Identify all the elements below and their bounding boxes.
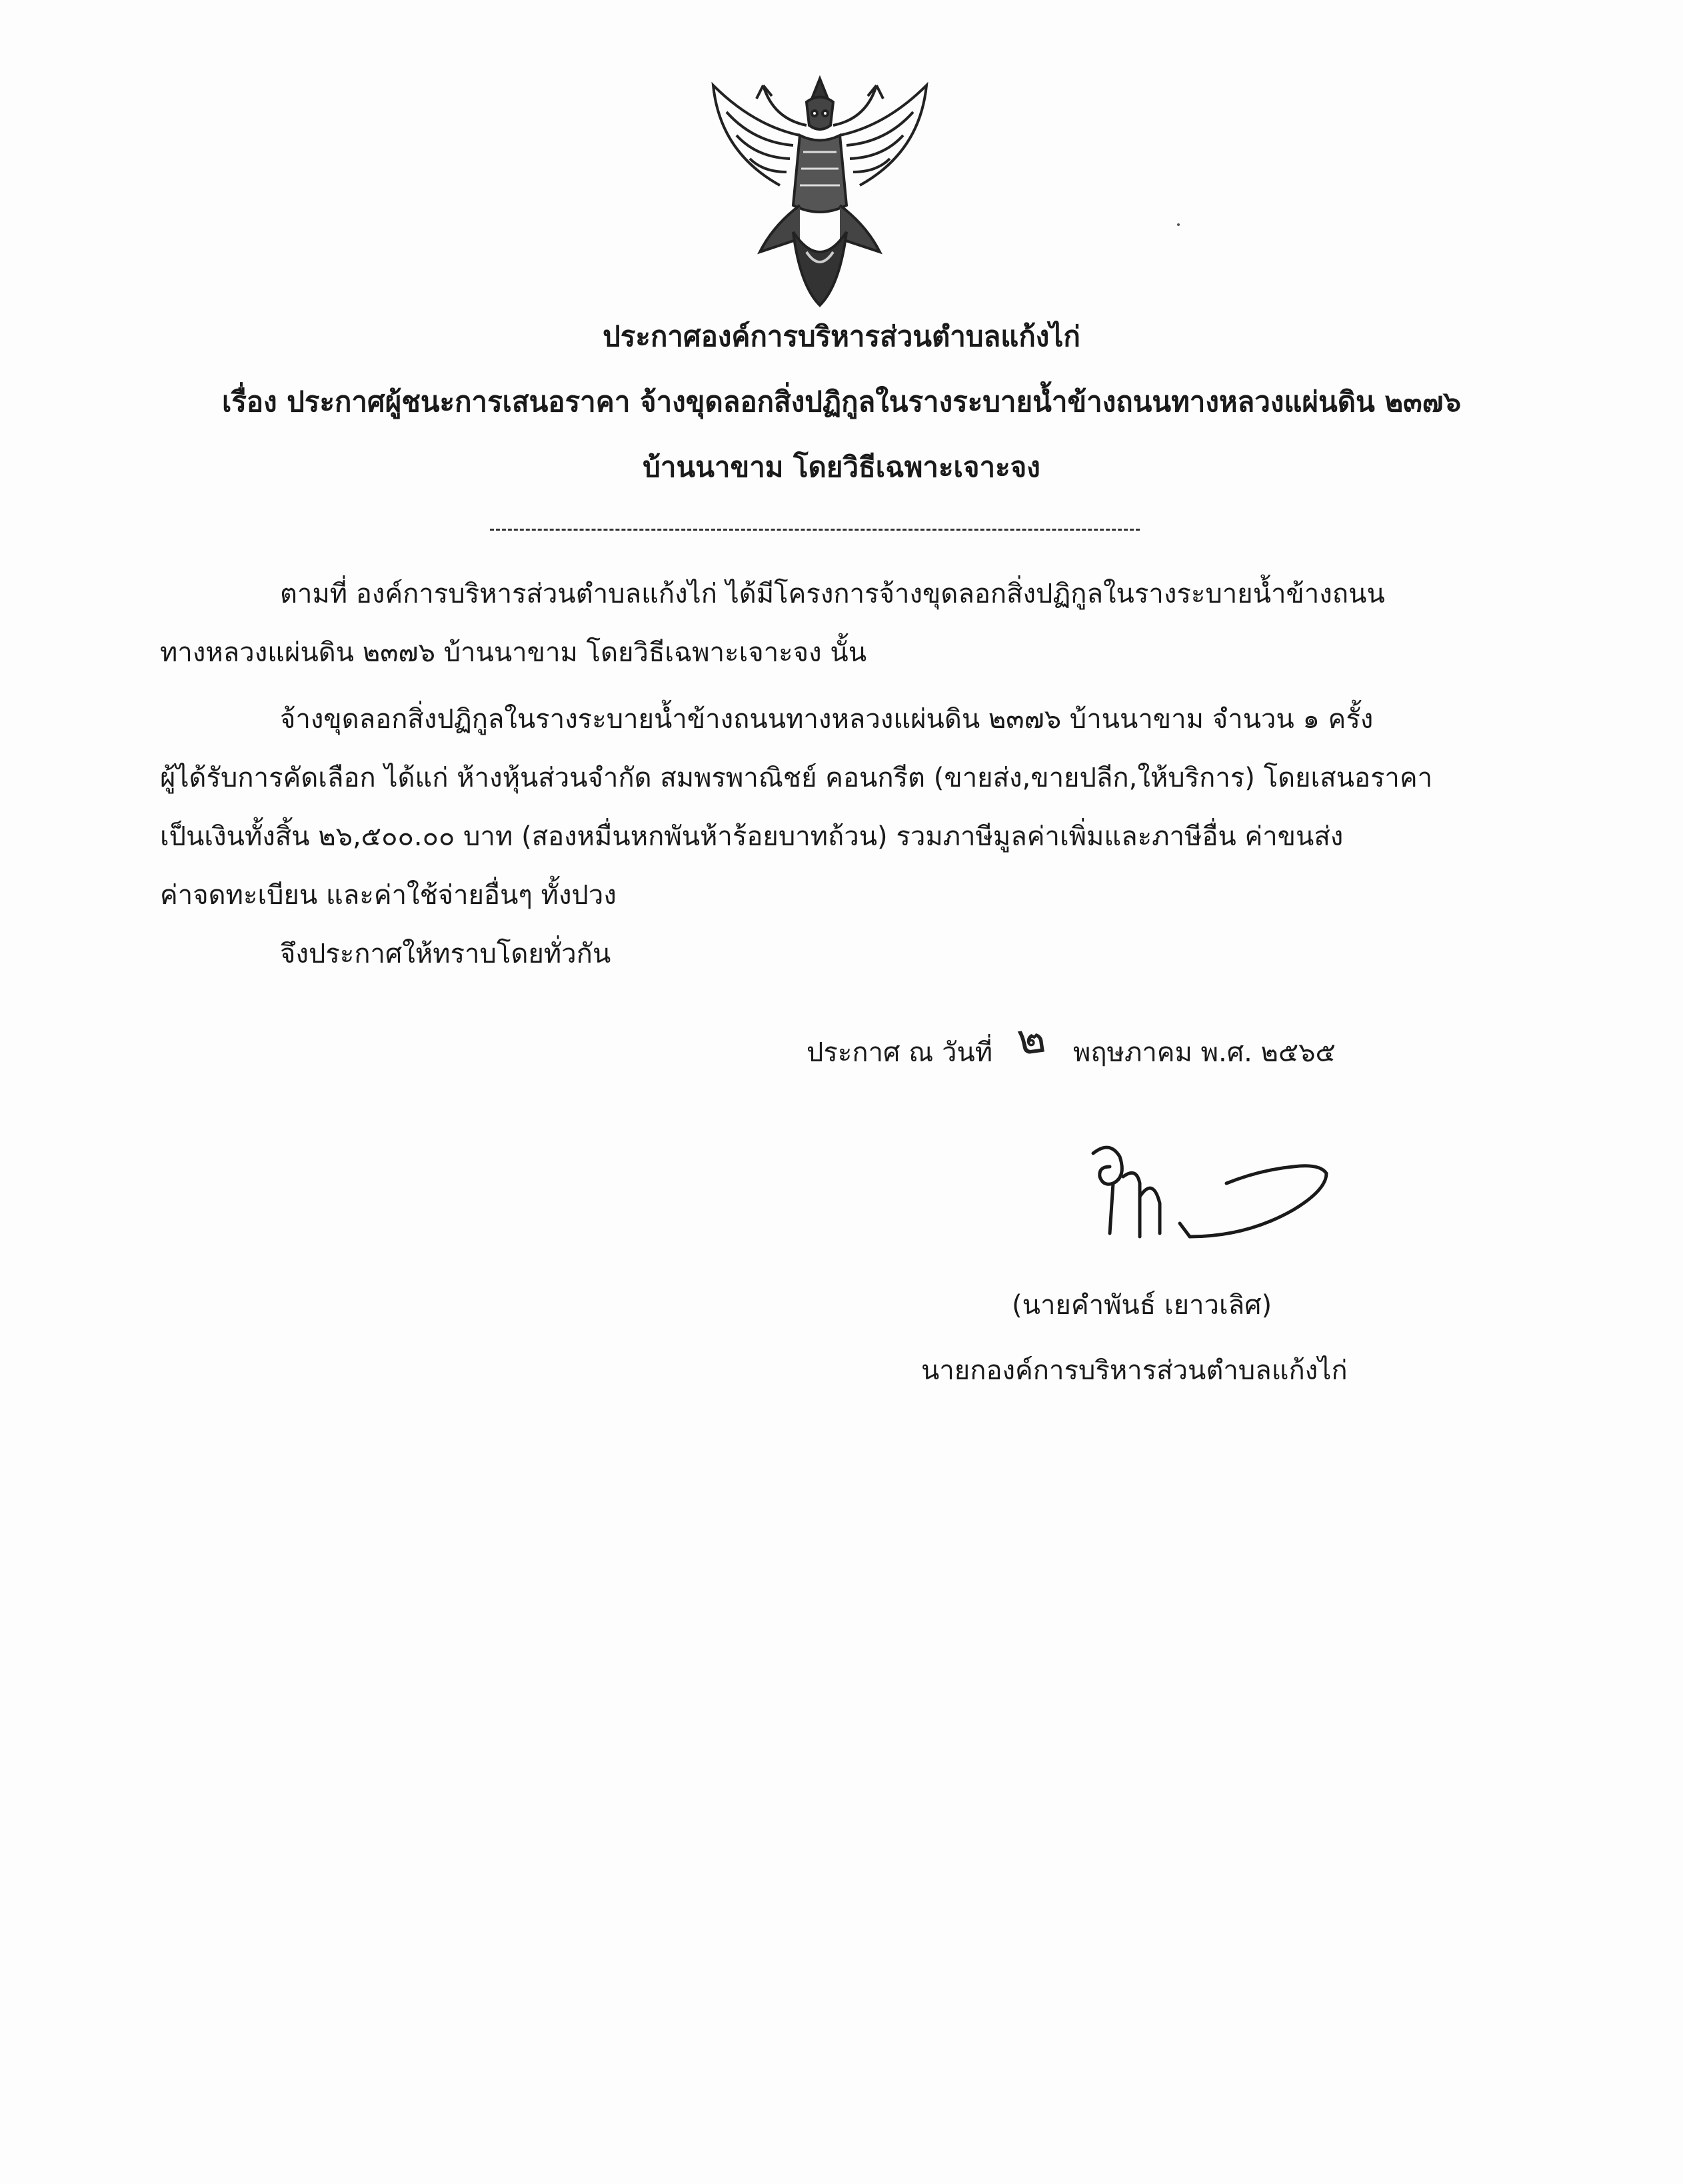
date-prefix: ประกาศ ณ วันที่ [807, 1037, 993, 1068]
paragraph-2-line-2: ผู้ได้รับการคัดเลือก ได้แก่ ห้างหุ้นส่วนจำกัด สมพรพาณิชย์ คอนกรีต (ขายส่ง,ขายปลีก,ให้บริการ) โดยเสนอราคา [160, 763, 1433, 793]
garuda-emblem-icon [700, 72, 940, 312]
signature-icon [1073, 1137, 1340, 1250]
separator-rule [490, 529, 1140, 531]
date-month-year: พฤษภาคม พ.ศ. ๒๕๖๕ [1073, 1037, 1336, 1068]
issuer-title: ประกาศองค์การบริหารส่วนตำบลแก้งไก่ [603, 320, 1080, 353]
signatory-position: นายกองค์การบริหารส่วนตำบลแก้งไก่ [921, 1355, 1348, 1386]
signatory-name: (นายคำพันธ์ เยาวเลิศ) [1012, 1290, 1272, 1321]
paragraph-3: จึงประกาศให้ทราบโดยทั่วกัน [280, 939, 611, 969]
paragraph-2-line-1: จ้างขุดลอกสิ่งปฏิกูลในรางระบายน้ำข้างถนนทางหลวงแผ่นดิน ๒๓๗๖ บ้านนาขาม จำนวน ๑ ครั้ง [280, 704, 1374, 735]
date-day-handwritten: ๒ [1014, 1013, 1049, 1066]
paragraph-2-line-3: เป็นเงินทั้งสิ้น ๒๖,๕๐๐.๐๐ บาท (สองหมื่นหกพันห้าร้อยบาทถ้วน) รวมภาษีมูลค่าเพิ่มและภาษีอื่น ค่าขนส่ง [160, 821, 1344, 852]
scan-speck [1177, 223, 1180, 226]
paragraph-1-line-1: ตามที่ องค์การบริหารส่วนตำบลแก้งไก่ ได้มีโครงการจ้างขุดลอกสิ่งปฏิกูลในรางระบายน้ำข้างถนน [280, 579, 1385, 609]
subject-line-1: เรื่อง ประกาศผู้ชนะการเสนอราคา จ้างขุดลอกสิ่งปฏิกูลในรางระบายน้ำข้างถนนทางหลวงแผ่นดิน ๒๓๗๖ [221, 385, 1461, 418]
paragraph-2-line-4: ค่าจดทะเบียน และค่าใช้จ่ายอื่นๆ ทั้งปวง [160, 880, 617, 911]
paragraph-1-line-2: ทางหลวงแผ่นดิน ๒๓๗๖ บ้านนาขาม โดยวิธีเฉพาะเจาะจง นั้น [160, 637, 867, 668]
subject-line-2: บ้านนาขาม โดยวิธีเฉพาะเจาะจง [643, 451, 1040, 483]
